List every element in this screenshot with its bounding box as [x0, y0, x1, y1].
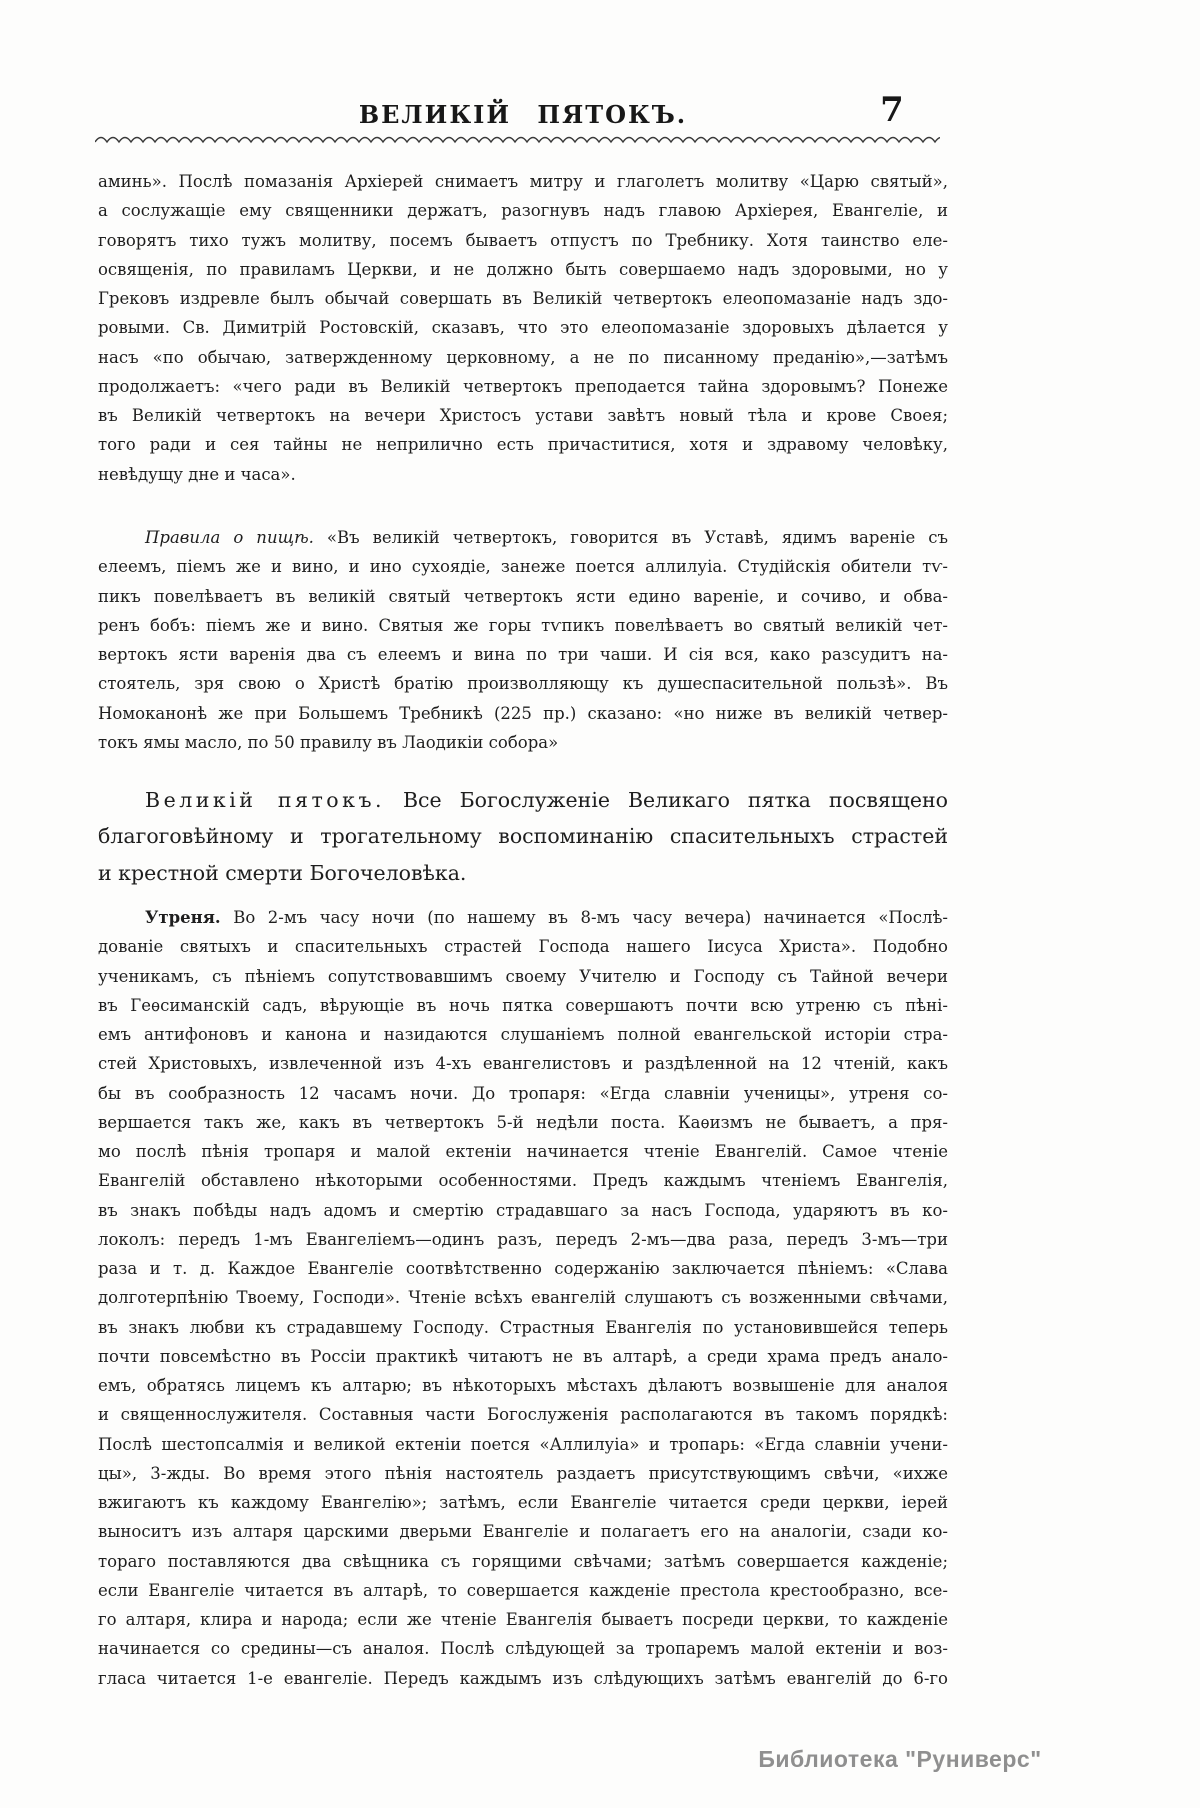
page-title: ВЕЛИКІЙ ПЯТОКЪ.: [358, 100, 688, 129]
text-line: почти повсемѣстно въ Россіи практикѣ читаютъ не въ алтарѣ, а среди храма предъ анало-: [98, 1346, 948, 1366]
text-line: того ради и сея тайны не неприлично есть причаститися, хотя и здравому человѣку,: [98, 435, 948, 455]
paragraph-lines: [98, 167, 948, 489]
text-line: вжигаютъ къ каждому Евангелію»; затѣмъ, если Евангеліе читается среди церкви, іерей: [98, 1493, 948, 1512]
text-line: елеемъ, піемъ же и вино, и ино сухоядіе, занеже поется аллилуіа. Студійскія обители тѵ-: [98, 557, 948, 577]
paragraph-continuation: [98, 167, 948, 489]
text-line: цы», 3-жды. Во время этого пѣнія настоятель раздаетъ присутствующимъ свѣчи, «ихже: [98, 1463, 948, 1483]
paragraph-rules-of-food: [98, 523, 948, 757]
heading-lines: [98, 818, 948, 891]
text-line: и священнослужителя. Составныя части Богослуженія располагаются въ такомъ порядкѣ:: [98, 1405, 948, 1425]
text-line: выноситъ изъ алтаря царскими дверьми Евангеліе и полагаетъ его на аналогіи, сзади ко-: [98, 1522, 948, 1542]
text-line: въ Геѳсиманскій садъ, вѣрующіе въ ночь пятка совершаютъ почти всю утреню съ пѣні-: [98, 995, 948, 1015]
wavy-rule-path: [95, 138, 940, 143]
text-line: въ знакъ любви къ страдавшему Господу. Страстныя Евангелія по установившейся теперь: [98, 1317, 948, 1337]
text-line: стоятель, зря свою о Христѣ братію произволляющу къ душеспасительной пользѣ». Въ: [98, 674, 948, 694]
heading-lead: Великій пятокъ.: [145, 788, 386, 812]
text-line: аминь». Послѣ помазанія Архіерей снимаетъ митру и глаголетъ молитву «Царю святый»,: [98, 172, 948, 191]
text-line: освященія, по правиламъ Церкви, и не должно быть совершаемо надъ здоровыми, но у: [98, 259, 948, 279]
heading-first-line-rest: Все Богослуженіе Великаго пятка посвящено: [385, 788, 948, 812]
text-line: пикъ повелѣваетъ въ великій святый четвертокъ ясти едино вареніе, и сочиво, и обва-: [98, 586, 948, 606]
text-line: дованіе святыхъ и спасительныхъ страстей Господа нашего Іисуса Христа». Подобно: [98, 937, 948, 957]
text-line: насъ «по обычаю, затвержденному церковному, а не по писанному преданію»,—затѣмъ: [98, 347, 948, 367]
text-line: если Евангеліе читается въ алтарѣ, то совершается кажденіе престола крестообразно, все-: [98, 1580, 948, 1600]
text-line: и крестной смерти Богочеловѣка.: [98, 860, 467, 885]
text-line: тораго поставляются два свѣщника съ горящими свѣчами; затѣмъ совершается кажденіе;: [98, 1551, 948, 1571]
paragraph-lines: [98, 932, 948, 1693]
paragraph-first-line: [98, 523, 948, 552]
text-line: въ знакъ побѣды надъ адомъ и смертію страдавшаго за насъ Господа, ударяютъ въ ко-: [98, 1200, 948, 1220]
paragraph-matins: [98, 903, 948, 1693]
text-line: раза и т. д. Каждое Евангеліе соотвѣтственно содержанію заключается пѣніемъ: «Слава: [98, 1259, 948, 1278]
text-line: гласа читается 1-е евангеліе. Передъ каждымъ изъ слѣдующихъ затѣмъ евангелій до 6-го: [98, 1668, 948, 1688]
section-heading-great-friday: [98, 782, 948, 891]
heading-first-line: [98, 782, 948, 818]
text-line: емъ антифоновъ и канона и назидаются слушаніемъ полной евангельской исторіи стра-: [98, 1025, 948, 1044]
text-line: го алтаря, клира и народа; если же чтеніе Евангелія бываетъ посреди церкви, то кажденіе: [98, 1610, 948, 1629]
text-line: бы въ сообразность 12 часамъ ночи. До тропаря: «Егда славніи ученицы», утреня со-: [98, 1083, 948, 1103]
wavy-rule-decoration: [95, 134, 940, 148]
page-number: 7: [880, 90, 904, 130]
text-line: благоговѣйному и трогательному воспоминанію спасительныхъ страстей: [98, 824, 948, 849]
text-line: Номоканонѣ же при Большемъ Требникѣ (225 пр.) сказано: «но ниже въ великій четвер-: [98, 703, 948, 723]
text-line: ренъ бобъ: піемъ же и вино. Святыя же горы тѵпикъ повелѣваетъ во святый великій чет-: [98, 615, 948, 635]
paragraph-first-line-rest: «Въ великій четвертокъ, говорится въ Уставѣ, ядимъ вареніе съ: [313, 528, 948, 547]
text-line: Грековъ издревле былъ обычай совершать въ Великій четвертокъ елеопомазаніе надъ здо-: [98, 289, 948, 308]
library-watermark: Библиотека "Руниверс": [758, 1746, 1042, 1772]
paragraph-first-line-rest: Во 2-мъ часу ночи (по нашему въ 8-мъ часу вечера) начинается «Послѣ-: [220, 908, 948, 927]
text-line: въ Великій четвертокъ на вечери Христосъ устави завѣтъ новый тѣла и крове Своея;: [98, 406, 948, 425]
text-line: вершается такъ же, какъ въ четвертокъ 5-й недѣли поста. Каѳизмъ не бываетъ, а пря-: [98, 1112, 948, 1132]
text-line: локолъ: передъ 1-мъ Евангеліемъ—одинъ разъ, передъ 2-мъ—два раза, передъ 3-мъ—три: [98, 1229, 948, 1249]
text-line: невѣдущу дне и часа».: [98, 464, 296, 484]
text-line: ровыми. Св. Димитрій Ростовскій, сказавъ, что это елеопомазаніе здоровыхъ дѣлается у: [98, 318, 948, 338]
text-line: а сослужащіе ему священники держатъ, разогнувъ надъ главою Архіерея, Евангеліе, и: [98, 201, 948, 221]
paragraph-lead: Утреня.: [145, 908, 221, 927]
text-line: ученикамъ, съ пѣніемъ сопутствовавшимъ своему Учителю и Господу съ Тайной вечери: [98, 966, 948, 986]
text-line: мо послѣ пѣнія тропаря и малой ектеніи начинается чтеніе Евангелій. Самое чтеніе: [98, 1142, 948, 1161]
text-line: вертокъ ясти варенія два съ елеемъ и вина по три чаши. И сія вся, како разсудитъ на-: [98, 645, 948, 664]
paragraph-lead: Правила о пищѣ.: [145, 528, 314, 547]
text-line: токъ ямы масло, по 50 правилу въ Лаодикіи собора»: [98, 732, 559, 752]
text-line: стей Христовыхъ, извлеченной изъ 4-хъ евангелистовъ и раздѣленной на 12 чтеній, какъ: [98, 1054, 948, 1074]
text-line: начинается со средины—съ аналоя. Послѣ слѣдующей за тропаремъ малой ектеніи и воз-: [98, 1639, 948, 1659]
paragraph-first-line: [98, 903, 948, 932]
paragraph-lines: [98, 552, 948, 757]
text-line: Послѣ шестопсалмія и великой ектеніи поется «Аллилуіа» и тропарь: «Егда славніи учени-: [98, 1434, 948, 1454]
text-line: говорятъ тихо тужъ молитву, посемъ бываетъ отпустъ по Требнику. Хотя таинство еле-: [98, 230, 948, 250]
text-line: емъ, обратясь лицемъ къ алтарю; въ нѣкоторыхъ мѣстахъ дѣлаютъ возвышеніе для аналоя: [98, 1376, 948, 1395]
text-line: долготерпѣнію Твоему, Господи». Чтеніе всѣхъ евангелій слушаютъ съ возженными свѣчами,: [98, 1288, 948, 1308]
text-line: продолжаетъ: «чего ради въ Великій четвертокъ преподается тайна здоровымъ? Понеже: [98, 376, 948, 396]
text-line: Евангелій обставлено нѣкоторыми особенностями. Предъ каждымъ чтеніемъ Евангелія,: [98, 1171, 948, 1191]
